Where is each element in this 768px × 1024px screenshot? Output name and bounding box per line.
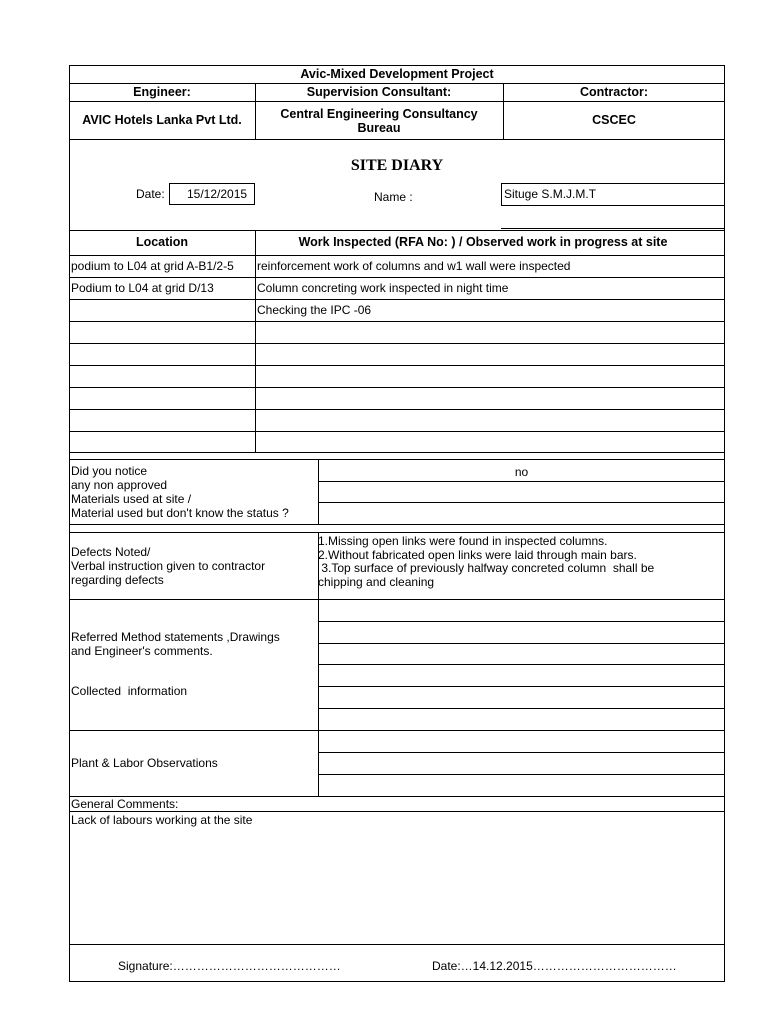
materials-value: no xyxy=(514,465,529,479)
defects-value: 3.Top surface of previously halfway concreted column shall be xyxy=(318,561,655,575)
divider xyxy=(69,230,725,231)
divider xyxy=(318,686,725,687)
table-row-divider xyxy=(69,277,725,278)
consultant-label: Supervision Consultant: xyxy=(306,85,452,99)
references-label: and Engineer's comments. xyxy=(71,644,213,658)
table-row-work: Column concreting work inspected in night time xyxy=(257,281,509,295)
signature-line: Signature:…………………………………… xyxy=(118,959,341,973)
divider xyxy=(318,774,725,775)
divider xyxy=(69,730,725,731)
divider xyxy=(318,752,725,753)
references-label: Referred Method statements ,Drawings xyxy=(71,630,280,644)
defects-value: 1.Missing open links were found in inspected columns. xyxy=(318,534,608,548)
defects-value: 2.Without fabricated open links were laid through main bars. xyxy=(318,548,637,562)
divider xyxy=(69,83,725,84)
defects-value: chipping and cleaning xyxy=(318,575,435,589)
divider xyxy=(69,459,725,460)
divider xyxy=(69,599,725,600)
table-row-divider xyxy=(69,431,725,432)
divider xyxy=(69,524,725,525)
date-value: 15/12/2015 xyxy=(187,187,248,201)
divider xyxy=(318,643,725,644)
name-label: Name : xyxy=(374,190,413,204)
divider xyxy=(69,811,725,812)
name-value: Situge S.M.J.M.T xyxy=(504,187,597,201)
table-row-divider xyxy=(69,387,725,388)
general-comments-value: Lack of labours working at the site xyxy=(71,813,253,827)
general-comments-label: General Comments: xyxy=(71,797,179,811)
divider xyxy=(318,621,725,622)
table-row-divider xyxy=(69,343,725,344)
work-header: Work Inspected (RFA No: ) / Observed work in progress at site xyxy=(298,235,668,249)
divider xyxy=(318,481,725,482)
table-row-work: Checking the IPC -06 xyxy=(257,303,372,317)
divider xyxy=(255,83,256,140)
table-row-divider xyxy=(69,321,725,322)
divider xyxy=(318,708,725,709)
table-row-divider xyxy=(69,409,725,410)
divider xyxy=(69,944,725,945)
project-title: Avic-Mixed Development Project xyxy=(300,67,494,81)
consultant-value-line1: Central Engineering Consultancy xyxy=(280,107,478,121)
engineer-label: Engineer: xyxy=(133,85,191,99)
divider xyxy=(318,599,319,796)
location-header: Location xyxy=(135,235,189,249)
divider xyxy=(318,502,725,503)
table-row-work: reinforcement work of columns and w1 wall were inspected xyxy=(257,259,571,273)
divider xyxy=(318,532,319,599)
divider xyxy=(69,139,725,140)
table-row-divider xyxy=(69,452,725,453)
defects-label: Verbal instruction given to contractor xyxy=(71,559,266,573)
divider xyxy=(501,228,725,229)
defects-label: Defects Noted/ xyxy=(71,545,151,559)
table-row-location: Podium to L04 at grid D/13 xyxy=(71,281,214,295)
date-label: Date: xyxy=(136,187,165,201)
defects-label: regarding defects xyxy=(71,573,164,587)
divider xyxy=(69,532,725,533)
materials-label: Materials used at site / xyxy=(71,492,192,506)
materials-label: any non approved xyxy=(71,478,168,492)
table-row-location: podium to L04 at grid A-B1/2-5 xyxy=(71,259,234,273)
consultant-value-line2: Bureau xyxy=(357,121,401,135)
divider xyxy=(255,230,256,452)
page-title: SITE DIARY xyxy=(350,157,444,174)
table-row-divider xyxy=(69,365,725,366)
divider xyxy=(69,101,725,102)
collected-information-label: Collected information xyxy=(71,684,188,698)
materials-label: Material used but don't know the status ? xyxy=(71,506,289,520)
materials-label: Did you notice xyxy=(71,464,148,478)
divider xyxy=(69,255,725,256)
contractor-value: CSCEC xyxy=(592,113,636,127)
plant-label: Plant & Labor Observations xyxy=(71,756,218,770)
footer-date-line: Date:…14.12.2015……………………………… xyxy=(432,959,677,973)
contractor-label: Contractor: xyxy=(579,85,649,99)
engineer-value: AVIC Hotels Lanka Pvt Ltd. xyxy=(82,113,242,127)
divider xyxy=(503,83,504,140)
divider xyxy=(318,664,725,665)
table-row-divider xyxy=(69,299,725,300)
divider xyxy=(318,459,319,524)
